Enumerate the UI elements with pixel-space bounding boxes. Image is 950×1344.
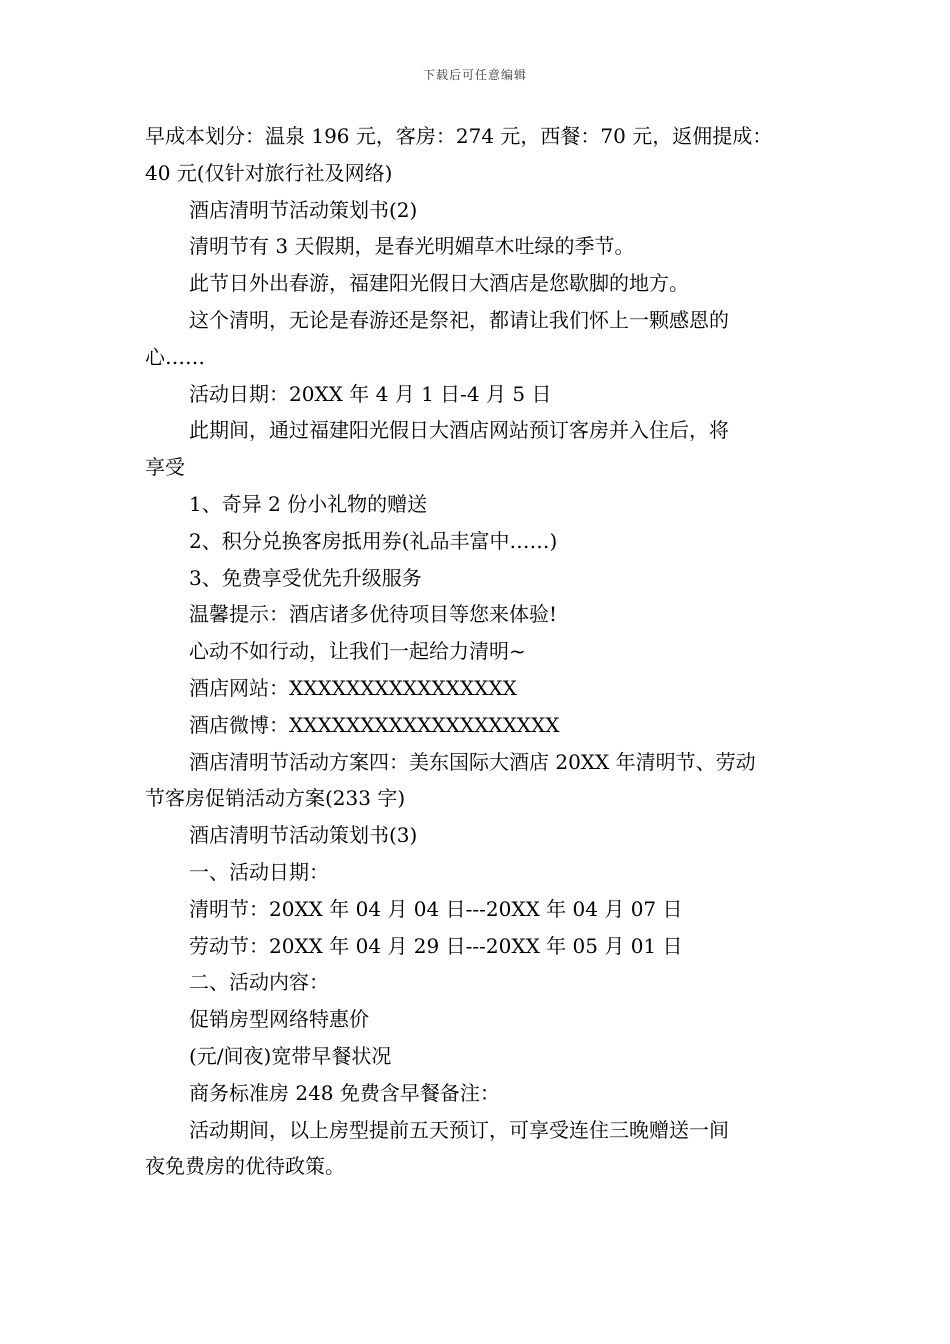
text-line: 一、活动日期： bbox=[189, 859, 329, 884]
text-line: 酒店微博：XXXXXXXXXXXXXXXXXXX bbox=[189, 712, 560, 737]
text-line: 清明节有 3 天假期，是春光明媚草木吐绿的季节。 bbox=[189, 234, 635, 259]
text-line: 二、活动内容： bbox=[189, 970, 329, 995]
text-line: 劳动节：20XX 年 04 月 29 日---20XX 年 05 月 01 日 bbox=[189, 933, 683, 958]
text-line: 早成本划分：温泉 196 元，客房：274 元，西餐：70 元，返佣提成： bbox=[145, 124, 773, 148]
text-line: 酒店清明节活动方案四：美东国际大酒店 20XX 年清明节、劳动 bbox=[189, 749, 756, 774]
text-line: 这个清明，无论是春游还是祭祀，都请让我们怀上一颗感恩的 bbox=[189, 307, 729, 332]
text-line: 此期间，通过福建阳光假日大酒店网站预订客房并入住后，将 bbox=[189, 418, 729, 443]
text-line: 此节日外出春游，福建阳光假日大酒店是您歇脚的地方。 bbox=[189, 271, 689, 296]
text-line: 酒店清明节活动策划书(2) bbox=[189, 197, 418, 222]
text-line: 活动日期：20XX 年 4 月 1 日-4 月 5 日 bbox=[189, 381, 552, 406]
text-line: 心动不如行动，让我们一起给力清明~ bbox=[189, 639, 526, 664]
text-line: 40 元(仅针对旅行社及网络) bbox=[145, 160, 393, 185]
text-line: 1、奇异 2 份小礼物的赠送 bbox=[189, 491, 428, 516]
text-line: 夜免费房的优待政策。 bbox=[145, 1154, 345, 1179]
text-line: (元/间夜)宽带早餐状况 bbox=[189, 1043, 392, 1068]
text-line: 享受 bbox=[145, 455, 185, 480]
text-line: 清明节：20XX 年 04 月 04 日---20XX 年 04 月 07 日 bbox=[189, 896, 683, 921]
text-line: 酒店网站：XXXXXXXXXXXXXXXX bbox=[189, 675, 517, 700]
text-line: 商务标准房 248 免费含早餐备注： bbox=[189, 1080, 500, 1105]
text-line: 温馨提示：酒店诸多优待项目等您来体验! bbox=[189, 602, 558, 627]
text-line: 节客房促销活动方案(233 字) bbox=[145, 786, 406, 811]
text-line: 2、积分兑换客房抵用券(礼品丰富中……) bbox=[189, 528, 558, 553]
text-line: 心…… bbox=[145, 344, 205, 369]
text-line: 3、免费享受优先升级服务 bbox=[189, 565, 422, 590]
text-line: 酒店清明节活动策划书(3) bbox=[189, 823, 418, 848]
document-body bbox=[145, 118, 821, 1185]
header-note: 下载后可任意编辑 bbox=[422, 68, 527, 82]
text-line: 活动期间，以上房型提前五天预订，可享受连住三晚赠送一间 bbox=[189, 1117, 729, 1142]
text-line: 促销房型网络特惠价 bbox=[189, 1007, 369, 1032]
